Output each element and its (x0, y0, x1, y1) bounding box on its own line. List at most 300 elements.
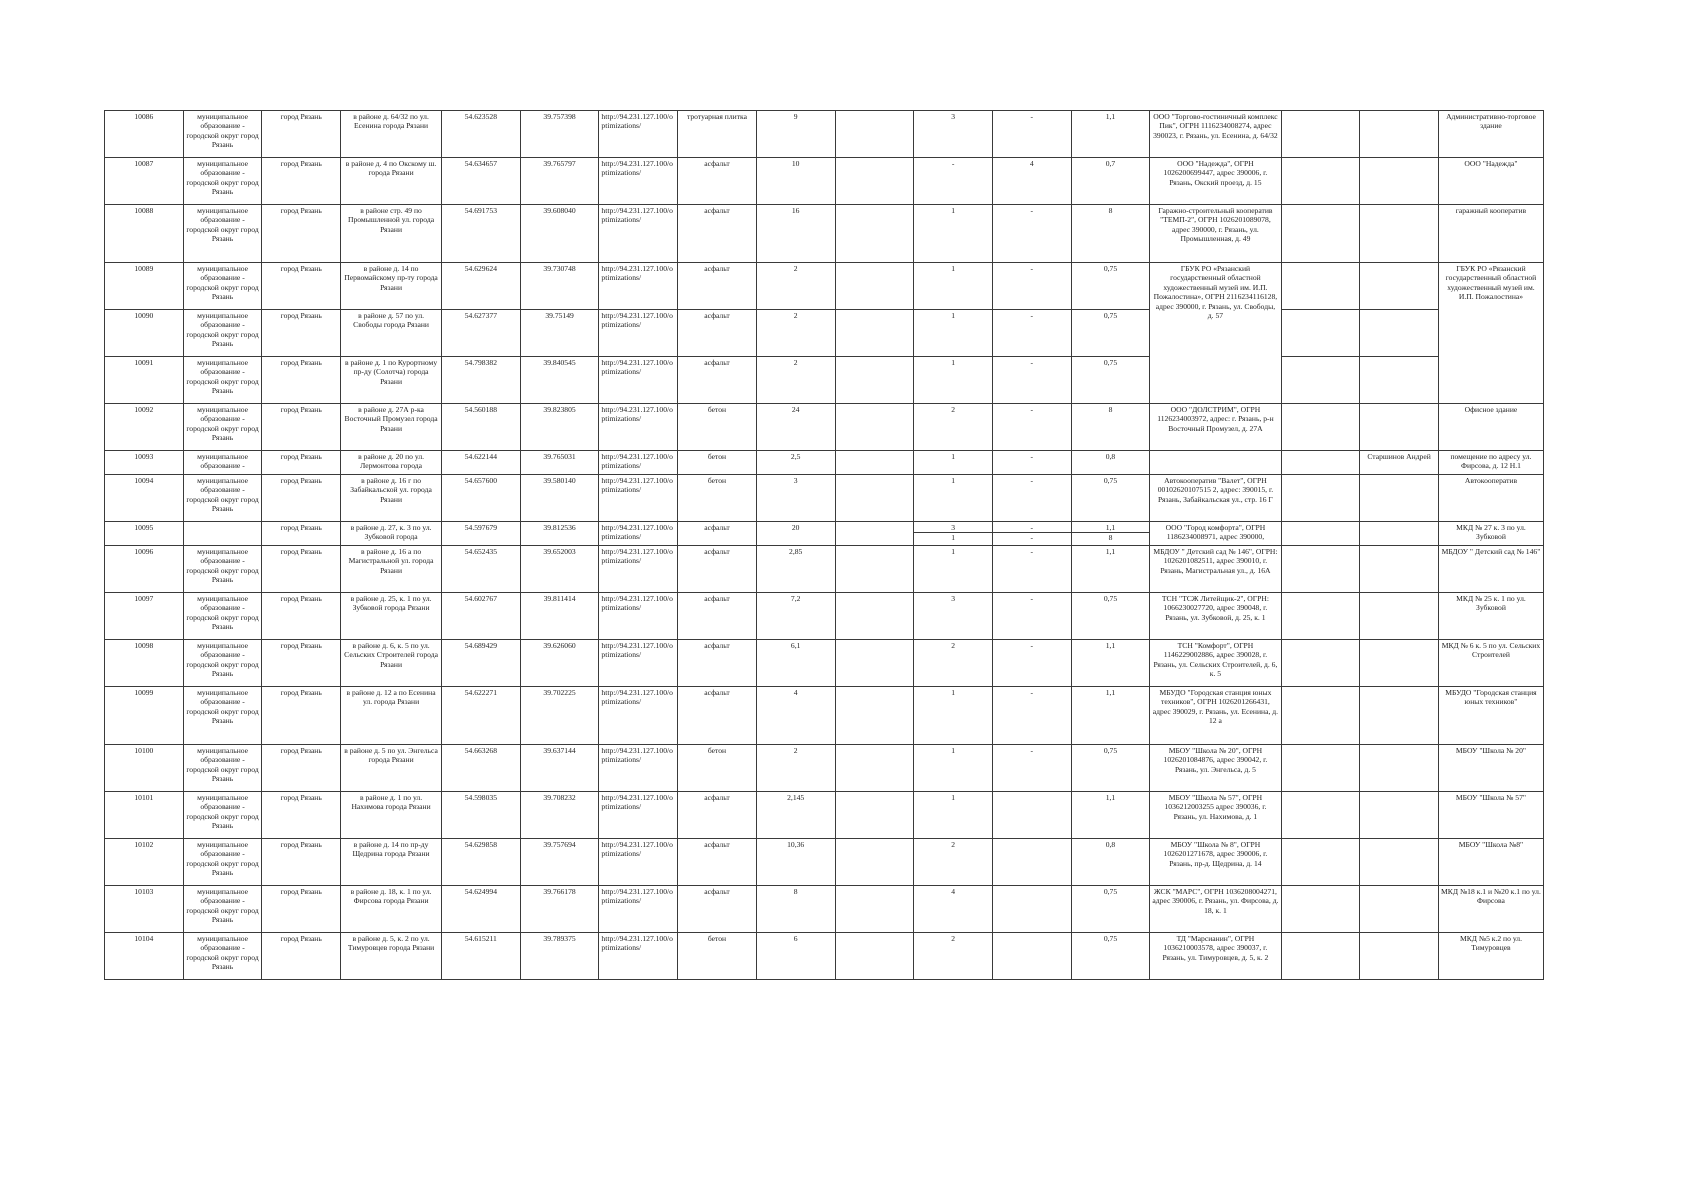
surface-type-text: бетон (707, 476, 727, 485)
location (341, 593, 442, 640)
latitude-text: 54.602767 (464, 594, 497, 603)
area-text: 9 (793, 112, 798, 121)
location-text: в районе д. 27А р-ка Восточный Промузел города Рязани (344, 405, 438, 433)
containers-count (914, 357, 993, 404)
location (341, 357, 442, 404)
containers-count-text: 1 (951, 746, 955, 755)
municipality (183, 687, 262, 745)
source-object (1438, 640, 1543, 687)
owner-info-text: ТД "Марсианин", ОГРН 1036210003578, адрес 390037, г. Рязань, ул. Тимуровцев, д. 5, к. 2 (1162, 934, 1269, 962)
area (756, 404, 835, 451)
longitude-text: 39.766178 (543, 887, 576, 896)
source-object (1438, 593, 1543, 640)
contact-person (1360, 745, 1439, 792)
containers-count-text: - (951, 159, 955, 168)
longitude (520, 886, 599, 933)
map-link[interactable] (599, 687, 678, 745)
owner-info (1150, 745, 1281, 792)
record-id (105, 593, 184, 640)
latitude (442, 451, 521, 475)
map-link[interactable] (599, 839, 678, 886)
municipality (183, 451, 262, 475)
containers-count-text: 1 (951, 452, 955, 461)
map-link-text: http://94.231.127.100/optimizations/ (601, 688, 673, 707)
contact-person (1360, 205, 1439, 263)
column-10 (835, 792, 914, 839)
owner-info-text: ООО "Надежда", ОГРН 1026200699447, адрес 390006, г. Рязань, Окский проезд, д. 15 (1163, 159, 1268, 187)
column-10 (835, 475, 914, 522)
record-id-text: 10097 (134, 594, 154, 603)
map-link[interactable] (599, 357, 678, 404)
table-row (105, 475, 1544, 522)
owner-info (1150, 205, 1281, 263)
area-text: 10,36 (787, 840, 805, 849)
table-row (105, 792, 1544, 839)
source-object (1438, 886, 1543, 933)
column-10 (835, 205, 914, 263)
source-object (1438, 792, 1543, 839)
surface-type-text: бетон (707, 934, 727, 943)
containers-count-2-text: - (1030, 523, 1034, 532)
containers-count (914, 886, 993, 933)
area-text: 6 (793, 934, 798, 943)
containers-count (914, 451, 993, 475)
volume-text: 0,75 (1103, 358, 1118, 367)
table-row (105, 205, 1544, 263)
area (756, 522, 835, 546)
owner-info (1150, 111, 1281, 158)
column-10 (835, 687, 914, 745)
municipality (183, 357, 262, 404)
map-link[interactable] (599, 546, 678, 593)
location (341, 522, 442, 546)
area (756, 158, 835, 205)
municipality-text: муниципальное образование - городской округ город Рязань (186, 840, 259, 878)
map-link[interactable] (599, 886, 678, 933)
area-text: 8 (793, 887, 798, 896)
column-15 (1281, 933, 1360, 980)
table-row (105, 357, 1544, 404)
area-text: 16 (791, 206, 800, 215)
surface-type-text: бетон (707, 405, 727, 414)
location (341, 687, 442, 745)
latitude (442, 593, 521, 640)
source-object-text: МКД № 6 к. 5 по ул. Сельских Строителей (1441, 641, 1541, 660)
city-text: город Рязань (280, 405, 322, 414)
containers-count (914, 475, 993, 522)
containers-count-2-text: - (1030, 358, 1034, 367)
area-text: 10 (791, 159, 800, 168)
source-object-text: МКД № 25 к. 1 по ул. Зубковой (1456, 594, 1526, 613)
city-text: город Рязань (280, 264, 322, 273)
volume (1071, 687, 1150, 745)
area (756, 640, 835, 687)
column-10 (835, 111, 914, 158)
municipality-text: муниципальное образование - городской округ город Рязань (186, 934, 259, 972)
city-text: город Рязань (280, 594, 322, 603)
city-text: город Рязань (280, 452, 322, 461)
map-link[interactable] (599, 593, 678, 640)
containers-count-2 (992, 886, 1071, 933)
owner-info (1150, 886, 1281, 933)
column-15 (1281, 310, 1360, 357)
containers-count-text: 1 (951, 476, 955, 485)
surface-type (678, 792, 757, 839)
surface-type (678, 933, 757, 980)
municipality (183, 263, 262, 310)
location-text: в районе д. 6, к. 5 по ул. Сельских Строителей города Рязани (344, 641, 438, 669)
map-link-text: http://94.231.127.100/optimizations/ (601, 358, 673, 377)
source-object (1438, 546, 1543, 593)
containers-count-2 (992, 310, 1071, 357)
location-text: в районе д. 1 по Курортному пр-ду (Солотча) города Рязани (344, 358, 438, 386)
owner-info-text: ТСН "ТСЖ Литейщик-2", ОГРН: 1066230027720, адрес 390048, г. Рязань, ул. Зубковой, д. 25, к. 1 (1161, 594, 1269, 622)
column-10 (835, 886, 914, 933)
source-object (1438, 475, 1543, 522)
contact-person (1360, 158, 1439, 205)
contact-person (1360, 263, 1439, 310)
surface-type (678, 640, 757, 687)
city (262, 158, 341, 205)
municipality-text: муниципальное образование - городской округ город Рязань (186, 547, 259, 585)
surface-type-text: асфальт (704, 264, 730, 273)
location (341, 111, 442, 158)
record-id-text: 10102 (134, 840, 154, 849)
city-text: город Рязань (280, 887, 322, 896)
map-link[interactable] (599, 792, 678, 839)
city-text: город Рязань (280, 840, 322, 849)
column-15 (1281, 886, 1360, 933)
latitude-text: 54.652435 (464, 547, 497, 556)
containers-count-2 (992, 475, 1071, 522)
municipality (183, 886, 262, 933)
column-15 (1281, 522, 1360, 546)
city-text: город Рязань (280, 793, 322, 802)
municipality-text: муниципальное образование - городской округ город Рязань (186, 112, 259, 150)
area (756, 886, 835, 933)
contact-person (1360, 839, 1439, 886)
volume-text: 0,75 (1103, 311, 1118, 320)
map-link[interactable] (599, 205, 678, 263)
area (756, 933, 835, 980)
longitude-text: 39.765031 (543, 452, 576, 461)
map-link-text: http://94.231.127.100/optimizations/ (601, 934, 673, 953)
volume-text-2: 8 (1072, 532, 1150, 542)
volume (1071, 745, 1150, 792)
location (341, 263, 442, 310)
location (341, 404, 442, 451)
record-id (105, 522, 184, 546)
location-text: в районе д. 14 по пр-ду Щедрина города Рязани (352, 840, 430, 859)
city-text: город Рязань (280, 112, 322, 121)
longitude-text: 39.757398 (543, 112, 576, 121)
surface-type-text: асфальт (704, 840, 730, 849)
record-id (105, 546, 184, 593)
area-text: 2,145 (787, 793, 805, 802)
containers-count (914, 546, 993, 593)
longitude-text: 39.757694 (543, 840, 576, 849)
containers-count-2 (992, 158, 1071, 205)
latitude (442, 546, 521, 593)
map-link-text: http://94.231.127.100/optimizations/ (601, 112, 673, 131)
source-object-text: ГБУК РО «Рязанский государственный областной художественный музей им. И.П. Пожалостина» (1445, 264, 1537, 302)
table-row (105, 111, 1544, 158)
source-object-text: помещение по адресу ул. Фирсова, д. 12 Н.1 (1450, 452, 1532, 471)
location-text: в районе д. 1 по ул. Нахимова города Рязани (351, 793, 431, 812)
owner-info-text: МБУДО "Городская станция юных техников", ОГРН 1026201266431, адрес 390029, г. Рязань, ул. Есенина, д. 12 а (1152, 688, 1279, 726)
latitude (442, 640, 521, 687)
containers-count-2-text: - (1030, 547, 1034, 556)
containers-count-2-text: - (1030, 476, 1034, 485)
surface-type (678, 205, 757, 263)
owner-info (1150, 933, 1281, 980)
location-text: в районе д. 25, к. 1 по ул. Зубковой города Рязани (350, 594, 432, 613)
owner-info-text: МБОУ "Школа № 8", ОГРН 1026201271678, адрес 390006, г. Рязань, пр-д. Щедрина, д. 14 (1163, 840, 1268, 868)
volume (1071, 111, 1150, 158)
record-id (105, 310, 184, 357)
longitude (520, 475, 599, 522)
containers-count (914, 263, 993, 310)
city (262, 205, 341, 263)
column-15 (1281, 546, 1360, 593)
column-10 (835, 522, 914, 546)
column-15 (1281, 357, 1360, 404)
location (341, 745, 442, 792)
volume (1071, 451, 1150, 475)
containers-count-2-text: - (1030, 452, 1034, 461)
source-object (1438, 745, 1543, 792)
area (756, 451, 835, 475)
table-row (105, 687, 1544, 745)
column-10 (835, 357, 914, 404)
longitude (520, 263, 599, 310)
map-link[interactable] (599, 111, 678, 158)
owner-info-text: Автокооператив "Валет", ОГРН 00102620107515 2, адрес: 390015, г. Рязань, Забайкальская ул., стр. 16 Г (1157, 476, 1274, 504)
city-text: город Рязань (280, 159, 322, 168)
source-object-text: Административно-торговое здание (1446, 112, 1536, 131)
surface-type-text: асфальт (704, 793, 730, 802)
location (341, 475, 442, 522)
location (341, 640, 442, 687)
owner-info (1150, 546, 1281, 593)
containers-count-2 (992, 451, 1071, 475)
longitude-text: 39.840545 (543, 358, 576, 367)
location (341, 933, 442, 980)
table-row (105, 886, 1544, 933)
longitude (520, 451, 599, 475)
surface-type (678, 111, 757, 158)
surface-type (678, 886, 757, 933)
source-object-text: МБОУ "Школа № 20" (1455, 746, 1526, 755)
latitude (442, 205, 521, 263)
map-link-text: http://94.231.127.100/optimizations/ (601, 547, 673, 566)
city (262, 933, 341, 980)
surface-type-text: асфальт (704, 206, 730, 215)
latitude-text: 54.598035 (464, 793, 497, 802)
source-object (1438, 839, 1543, 886)
column-10 (835, 263, 914, 310)
city (262, 745, 341, 792)
map-link[interactable] (599, 475, 678, 522)
area-text: 2,85 (789, 547, 803, 556)
containers-count (914, 310, 993, 357)
latitude-text: 54.663268 (464, 746, 497, 755)
municipality (183, 933, 262, 980)
municipality (183, 792, 262, 839)
owner-info (1150, 839, 1281, 886)
column-15 (1281, 792, 1360, 839)
city (262, 404, 341, 451)
owner-info (1150, 404, 1281, 451)
map-link[interactable] (599, 451, 678, 475)
area-text: 2,5 (790, 452, 801, 461)
volume (1071, 263, 1150, 310)
containers-count-2 (992, 839, 1071, 886)
column-15 (1281, 158, 1360, 205)
record-id-text: 10104 (134, 934, 154, 943)
map-link[interactable] (599, 745, 678, 792)
record-id-text: 10098 (134, 641, 154, 650)
location-text: в районе д. 57 по ул. Свободы города Рязани (353, 311, 429, 330)
table-row (105, 933, 1544, 980)
record-id-text: 10090 (134, 311, 154, 320)
latitude-text: 54.798382 (464, 358, 497, 367)
latitude (442, 886, 521, 933)
location-text: в районе д. 20 по ул. Лермонтова города (358, 452, 425, 471)
map-link[interactable] (599, 522, 678, 546)
latitude (442, 745, 521, 792)
source-object-text: МБОУ "Школа № 57" (1455, 793, 1526, 802)
volume (1071, 205, 1150, 263)
surface-type (678, 745, 757, 792)
record-id-text: 10100 (134, 746, 154, 755)
longitude-text: 39.811414 (543, 594, 576, 603)
map-link[interactable] (599, 158, 678, 205)
surface-type-text: асфальт (704, 159, 730, 168)
containers-count-2-text: 4 (1029, 159, 1034, 168)
record-id-text: 10088 (134, 206, 154, 215)
longitude-text: 39.652003 (543, 547, 576, 556)
volume (1071, 792, 1150, 839)
contact-person (1360, 475, 1439, 522)
area (756, 475, 835, 522)
containers-count-2 (992, 687, 1071, 745)
map-link[interactable] (599, 404, 678, 451)
map-link-text: http://94.231.127.100/optimizations/ (601, 264, 673, 283)
record-id-text: 10091 (134, 358, 154, 367)
area (756, 310, 835, 357)
volume-text: 8 (1108, 405, 1113, 414)
record-id-text: 10089 (134, 264, 154, 273)
source-object (1438, 205, 1543, 263)
map-link[interactable] (599, 933, 678, 980)
volume (1071, 310, 1150, 357)
containers-count-2 (992, 357, 1071, 404)
column-10 (835, 745, 914, 792)
municipality (183, 745, 262, 792)
column-15 (1281, 111, 1360, 158)
column-10 (835, 593, 914, 640)
latitude (442, 475, 521, 522)
municipality (183, 593, 262, 640)
latitude (442, 839, 521, 886)
map-link-text: http://94.231.127.100/optimizations/ (601, 405, 673, 424)
city (262, 886, 341, 933)
municipality-text: муниципальное образование - городской округ город Рязань (186, 159, 259, 197)
city-text: город Рязань (280, 641, 322, 650)
source-object (1438, 263, 1543, 404)
surface-type-text: асфальт (704, 641, 730, 650)
column-15 (1281, 839, 1360, 886)
contact-person (1360, 451, 1439, 475)
volume (1071, 640, 1150, 687)
contact-person (1360, 792, 1439, 839)
area (756, 745, 835, 792)
record-id (105, 357, 184, 404)
latitude (442, 263, 521, 310)
record-id-text: 10086 (134, 112, 154, 121)
record-id (105, 933, 184, 980)
city (262, 792, 341, 839)
longitude (520, 745, 599, 792)
source-object-text: Автокооператив (1464, 476, 1518, 485)
area (756, 111, 835, 158)
containers-count-text: 1 (951, 793, 955, 802)
city (262, 111, 341, 158)
latitude (442, 687, 521, 745)
longitude (520, 310, 599, 357)
municipality-text: муниципальное образование - городской округ город Рязань (186, 688, 259, 726)
latitude-text: 54.615211 (464, 934, 497, 943)
registry-table (104, 110, 1544, 980)
city (262, 687, 341, 745)
contact-person (1360, 404, 1439, 451)
owner-info (1150, 792, 1281, 839)
volume (1071, 886, 1150, 933)
containers-count-text: 1 (951, 688, 955, 697)
table-row (105, 310, 1544, 357)
municipality (183, 111, 262, 158)
record-id (105, 640, 184, 687)
city (262, 475, 341, 522)
record-id (105, 404, 184, 451)
longitude-text: 39.626060 (543, 641, 576, 650)
longitude-text: 39.765797 (543, 159, 576, 168)
municipality-text: муниципальное образование - городской округ город Рязань (186, 358, 259, 396)
location-text: в районе д. 5 по ул. Энгельса города Рязани (344, 746, 438, 765)
containers-count-2-text: - (1030, 594, 1034, 603)
volume (1071, 839, 1150, 886)
municipality (183, 640, 262, 687)
column-15 (1281, 205, 1360, 263)
map-link[interactable] (599, 310, 678, 357)
containers-count (914, 205, 993, 263)
location-text: в районе д. 12 а по Есенина ул. города Рязани (346, 688, 436, 707)
municipality (183, 404, 262, 451)
map-link[interactable] (599, 263, 678, 310)
map-link[interactable] (599, 640, 678, 687)
volume-text: 0,7 (1105, 159, 1116, 168)
owner-info (1150, 593, 1281, 640)
source-object-text: гаражный кооператив (1455, 206, 1527, 215)
surface-type (678, 687, 757, 745)
owner-info-text: ТСН "Комфорт", ОГРН 1146229002886, адрес 390028, г. Рязань, ул. Сельских Строителей, д. 6, к. 5 (1153, 641, 1278, 679)
location-text: в районе д. 27, к. 3 по ул. Зубковой города (350, 523, 432, 542)
longitude-text: 39.637144 (543, 746, 576, 755)
map-link-text: http://94.231.127.100/optimizations/ (601, 523, 673, 542)
containers-count (914, 933, 993, 980)
area-text: 4 (793, 688, 798, 697)
